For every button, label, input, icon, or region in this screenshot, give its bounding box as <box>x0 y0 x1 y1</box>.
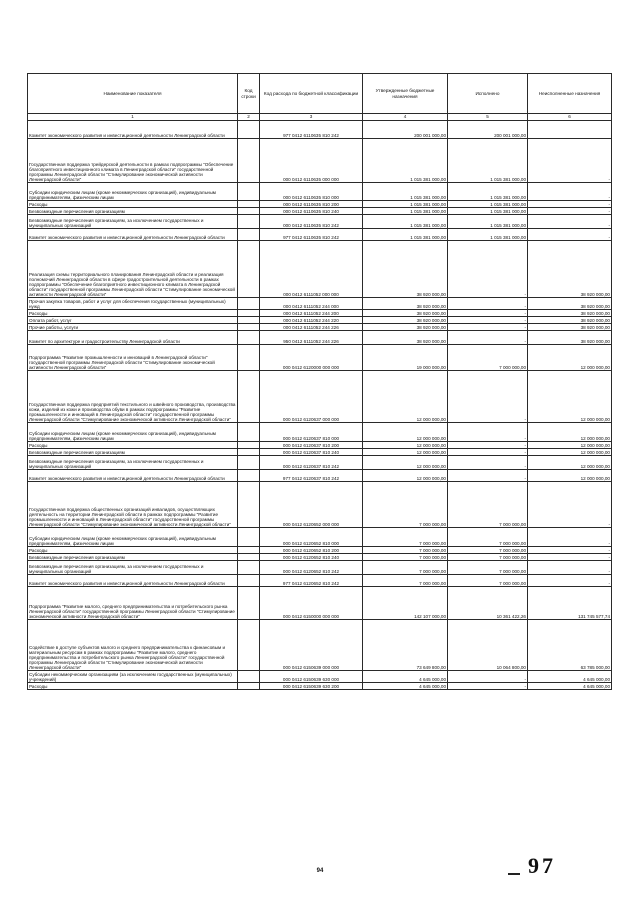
table-row <box>28 201 612 208</box>
row-name: Расходы <box>28 442 238 449</box>
row-budget-code: 977 0412 6120637 810 242 <box>260 470 363 482</box>
row-approved: 38 920 000,00 <box>363 310 448 317</box>
row-unexecuted <box>528 121 612 139</box>
row-line-code <box>238 331 260 345</box>
table-row <box>28 456 612 470</box>
row-approved: 38 920 000,00 <box>363 317 448 324</box>
row-approved: 7 000 000,00 <box>363 528 448 547</box>
row-approved: 1 015 381 000,00 <box>363 229 448 241</box>
row-approved: 12 000 000,00 <box>363 449 448 456</box>
row-budget-code: 000 0412 6120000 000 000 <box>260 345 363 371</box>
row-budget-code: 000 0412 6120637 000 000 <box>260 371 363 423</box>
row-line-code <box>238 317 260 324</box>
row-unexecuted: 4 645 000,00 <box>528 683 612 690</box>
row-budget-code: 000 0412 6110635 810 242 <box>260 215 363 229</box>
row-approved: 38 920 000,00 <box>363 331 448 345</box>
row-executed: 7 000 000,00 <box>448 528 528 547</box>
row-executed: - <box>448 470 528 482</box>
row-line-code <box>238 547 260 554</box>
row-line-code <box>238 139 260 183</box>
row-unexecuted: 38 920 000,00 <box>528 298 612 310</box>
row-approved: 38 920 000,00 <box>363 241 448 298</box>
row-budget-code: 000 0412 6120652 810 242 <box>260 561 363 575</box>
row-name: Субсидии юридическим лицам (кроме некоммерческих организаций), индивидуальным предпринимателям, физическим лицам <box>28 183 238 201</box>
row-budget-code: 000 0412 6120637 810 200 <box>260 442 363 449</box>
row-approved: 4 645 000,00 <box>363 671 448 683</box>
row-executed: 10 361 422,26 <box>448 587 528 620</box>
row-line-code <box>238 201 260 208</box>
row-executed: - <box>448 683 528 690</box>
row-approved: 4 645 000,00 <box>363 683 448 690</box>
row-budget-code: 000 0412 6111052 000 000 <box>260 241 363 298</box>
row-executed: - <box>448 442 528 449</box>
row-line-code <box>238 671 260 683</box>
row-unexecuted: 38 920 000,00 <box>528 310 612 317</box>
row-name: Расходы <box>28 547 238 554</box>
table-row <box>28 547 612 554</box>
row-name: Безвозмездные перечисления организациям <box>28 554 238 561</box>
row-executed: - <box>448 310 528 317</box>
row-approved: 142 107 000,00 <box>363 587 448 620</box>
row-executed: - <box>448 671 528 683</box>
table-row <box>28 324 612 331</box>
row-name: Безвозмездные перечисления организациям, за исключением государственных и муниципальных организаций <box>28 456 238 470</box>
table-row <box>28 482 612 528</box>
row-budget-code: 000 0412 6120652 000 000 <box>260 482 363 528</box>
table-row <box>28 208 612 215</box>
row-unexecuted: 12 000 000,00 <box>528 449 612 456</box>
row-approved: 12 000 000,00 <box>363 442 448 449</box>
row-approved: 73 649 800,00 <box>363 620 448 671</box>
row-line-code <box>238 241 260 298</box>
table-row <box>28 331 612 345</box>
row-budget-code: 950 0412 6111052 244 226 <box>260 331 363 345</box>
header-executed: Исполнено <box>448 74 528 114</box>
row-approved: 7 000 000,00 <box>363 482 448 528</box>
row-line-code <box>238 215 260 229</box>
row-line-code <box>238 442 260 449</box>
row-budget-code: 000 0412 6120652 810 240 <box>260 554 363 561</box>
row-executed: - <box>448 371 528 423</box>
row-unexecuted: - <box>528 547 612 554</box>
row-unexecuted: - <box>528 215 612 229</box>
row-executed: 1 015 381 000,00 <box>448 183 528 201</box>
row-budget-code: 000 0412 6150639 000 000 <box>260 620 363 671</box>
row-name: Расходы <box>28 310 238 317</box>
row-line-code <box>238 310 260 317</box>
row-budget-code: 000 0412 6120652 810 200 <box>260 547 363 554</box>
row-name: Субсидии некоммерческим организациям (за исключением государственных (муниципальных) учреждений) <box>28 671 238 683</box>
row-unexecuted: - <box>528 528 612 547</box>
table-row <box>28 620 612 671</box>
row-approved: 200 001 000,00 <box>363 121 448 139</box>
row-name: Содействие в доступе субъектов малого и среднего предпринимательства к финансовым и материальным ресурсам в рамках подпрограммы "Развитие малого, среднего предпринимательства и потребительского рынка Ленинградской области" государственной программы Ленинградской области "Стимулирование экономической активности Ленинградской области" <box>28 620 238 671</box>
table-row <box>28 317 612 324</box>
row-name: Комитет по архитектуре и градостроительству Ленинградской области <box>28 331 238 345</box>
row-unexecuted: 63 785 000,00 <box>528 620 612 671</box>
row-line-code <box>238 324 260 331</box>
row-unexecuted: 12 000 000,00 <box>528 442 612 449</box>
row-budget-code: 000 0412 6120637 810 000 <box>260 423 363 442</box>
row-line-code <box>238 482 260 528</box>
row-name: Комитет экономического развития и инвестиционной деятельности Ленинградской области <box>28 470 238 482</box>
row-budget-code: 000 0412 6150000 000 000 <box>260 587 363 620</box>
row-line-code <box>238 587 260 620</box>
row-executed: - <box>448 423 528 442</box>
row-executed: - <box>448 331 528 345</box>
row-name: Прочие работы, услуги <box>28 324 238 331</box>
table-row <box>28 241 612 298</box>
table-header-row <box>28 74 612 114</box>
row-line-code <box>238 298 260 310</box>
row-line-code <box>238 345 260 371</box>
row-name: Подпрограмма "Развитие промышленности и инноваций в Ленинградской области" государственной программы Ленинградской области "Стимулирование экономической активности Ленинградской области" <box>28 345 238 371</box>
header-unexecuted: Неисполненные назначения <box>528 74 612 114</box>
row-executed: 1 015 381 000,00 <box>448 208 528 215</box>
row-executed: 1 015 381 000,00 <box>448 215 528 229</box>
row-line-code <box>238 620 260 671</box>
page-number: 94 <box>316 868 324 874</box>
row-approved: 38 920 000,00 <box>363 324 448 331</box>
row-budget-code: 000 0412 6110635 810 000 <box>260 183 363 201</box>
row-executed: 10 064 800,00 <box>448 620 528 671</box>
row-executed: 7 000 000,00 <box>448 547 528 554</box>
row-unexecuted: - <box>528 229 612 241</box>
row-name: Государственная поддержка общественных организаций инвалидов, осуществляющих деятельность на территории Ленинградской области в рамках подпрограммы "Развитие промышленности и инноваций в Ленинградской области" государственной программы Ленинградской области "Стимулирование экономической активности Ленинградской области" <box>28 482 238 528</box>
row-approved: 7 000 000,00 <box>363 547 448 554</box>
row-unexecuted: 12 000 000,00 <box>528 345 612 371</box>
row-unexecuted: 38 920 000,00 <box>528 241 612 298</box>
budget-execution-table <box>27 73 612 690</box>
row-approved: 12 000 000,00 <box>363 371 448 423</box>
row-unexecuted: - <box>528 208 612 215</box>
table-row <box>28 671 612 683</box>
row-unexecuted: - <box>528 561 612 575</box>
row-executed: - <box>448 449 528 456</box>
row-line-code <box>238 423 260 442</box>
row-budget-code: 977 0412 6120652 810 242 <box>260 575 363 587</box>
row-approved: 19 000 000,00 <box>363 345 448 371</box>
row-name: Реализация схемы территориального планирования Ленинградской области и реализация полномочий Ленинградской области в сфере градостроительной деятельности в рамках подпрограммы "Обеспечение благоприятного инвестиционного климата в Ленинградской области" государственной программы Ленинградской области "Стимулирование экономической активности Ленинградской области" <box>28 241 238 298</box>
row-executed: - <box>448 298 528 310</box>
row-executed: 7 000 000,00 <box>448 554 528 561</box>
row-name: Государственная поддержка трейдерской деятельности в рамках подпрограммы "Обеспечение благоприятного инвестиционного климата в Ленинградской области" государственной программы Ленинградской области "Стимулирование экономической активности Ленинградской области" <box>28 139 238 183</box>
row-unexecuted: - <box>528 201 612 208</box>
row-name: Комитет экономического развития и инвестиционной деятельности Ленинградской области <box>28 575 238 587</box>
table-row <box>28 442 612 449</box>
table-row <box>28 470 612 482</box>
row-unexecuted: 12 000 000,00 <box>528 371 612 423</box>
table-row <box>28 587 612 620</box>
row-unexecuted: - <box>528 482 612 528</box>
row-unexecuted: 38 920 000,00 <box>528 317 612 324</box>
row-name: Субсидии юридическим лицам (кроме некоммерческих организаций), индивидуальным предпринимателям, физическим лицам <box>28 423 238 442</box>
row-name: Подпрограмма "Развитие малого, среднего предпринимательства и потребительского рынка Ленинградской области" государственной программы Ленинградской области "Стимулирование экономической активности Ленинградской области" <box>28 587 238 620</box>
row-line-code <box>238 456 260 470</box>
table-row <box>28 449 612 456</box>
header-approved: Утвержденные бюджетные назначения <box>363 74 448 114</box>
table-row <box>28 528 612 547</box>
table-row <box>28 229 612 241</box>
row-approved: 1 015 381 000,00 <box>363 208 448 215</box>
row-approved: 38 920 000,00 <box>363 298 448 310</box>
row-budget-code: 977 0412 6110635 810 242 <box>260 229 363 241</box>
table-row <box>28 183 612 201</box>
row-unexecuted: - <box>528 139 612 183</box>
row-approved: 12 000 000,00 <box>363 423 448 442</box>
row-name: Оплата работ, услуг <box>28 317 238 324</box>
table-row <box>28 575 612 587</box>
row-name: Безвозмездные перечисления организациям, за исключением государственных и муниципальных организаций <box>28 561 238 575</box>
row-line-code <box>238 554 260 561</box>
col-number-3: 3 <box>260 114 363 121</box>
row-name: Расходы <box>28 683 238 690</box>
row-line-code <box>238 575 260 587</box>
row-line-code <box>238 371 260 423</box>
row-line-code <box>238 449 260 456</box>
row-approved: 7 000 000,00 <box>363 561 448 575</box>
row-name: Субсидии юридическим лицам (кроме некоммерческих организаций), индивидуальным предпринимателям, физическим лицам <box>28 528 238 547</box>
row-budget-code: 000 0412 6120637 810 240 <box>260 449 363 456</box>
row-unexecuted: 38 920 000,00 <box>528 324 612 331</box>
row-approved: 7 000 000,00 <box>363 575 448 587</box>
row-executed: 1 015 381 000,00 <box>448 229 528 241</box>
table-row <box>28 371 612 423</box>
header-indicator-name: Наименование показателя <box>28 74 238 114</box>
row-unexecuted: 38 920 000,00 <box>528 331 612 345</box>
row-budget-code: 977 0412 6110635 810 242 <box>260 121 363 139</box>
row-approved: 12 000 000,00 <box>363 470 448 482</box>
row-unexecuted: 12 000 000,00 <box>528 456 612 470</box>
stamp-dash <box>508 873 520 875</box>
header-line-code: Код строки <box>238 74 260 114</box>
column-number-row <box>28 114 612 121</box>
row-budget-code: 000 0412 6120637 810 242 <box>260 456 363 470</box>
table-row <box>28 298 612 310</box>
col-number-6: 6 <box>528 114 612 121</box>
row-executed: - <box>448 456 528 470</box>
row-line-code <box>238 208 260 215</box>
row-line-code <box>238 528 260 547</box>
row-approved: 1 015 381 000,00 <box>363 183 448 201</box>
col-number-2: 2 <box>238 114 260 121</box>
table-row <box>28 310 612 317</box>
row-line-code <box>238 229 260 241</box>
row-line-code <box>238 183 260 201</box>
row-line-code <box>238 561 260 575</box>
row-budget-code: 000 0412 6111052 244 200 <box>260 310 363 317</box>
row-name: Безвозмездные перечисления организациям <box>28 208 238 215</box>
row-unexecuted: 12 000 000,00 <box>528 423 612 442</box>
row-budget-code: 000 0412 6150639 630 200 <box>260 683 363 690</box>
row-unexecuted: 4 645 000,00 <box>528 671 612 683</box>
row-approved: 12 000 000,00 <box>363 456 448 470</box>
table-row <box>28 139 612 183</box>
row-executed: 7 000 000,00 <box>448 482 528 528</box>
row-budget-code: 000 0412 6110635 000 000 <box>260 139 363 183</box>
table-row <box>28 215 612 229</box>
row-budget-code: 000 0412 6150639 630 000 <box>260 671 363 683</box>
row-budget-code: 000 0412 6111052 244 226 <box>260 324 363 331</box>
row-name: Безвозмездные перечисления организациям <box>28 449 238 456</box>
row-line-code <box>238 683 260 690</box>
row-line-code <box>238 121 260 139</box>
row-executed: - <box>448 317 528 324</box>
row-unexecuted: - <box>528 183 612 201</box>
row-approved: 1 015 381 000,00 <box>363 201 448 208</box>
row-name: Государственная поддержка предприятий текстильного и швейного производства, производства кожи, изделий из кожи и производства обуви в рамках подпрограммы "Развитие промышленности и инноваций в Ленинградской области" государственной программы Ленинградской области "Стимулирование экономической активности Ленинградской области" <box>28 371 238 423</box>
row-budget-code: 000 0412 6110635 810 200 <box>260 201 363 208</box>
row-budget-code: 000 0412 6120652 810 000 <box>260 528 363 547</box>
row-approved: 1 015 381 000,00 <box>363 215 448 229</box>
col-number-5: 5 <box>448 114 528 121</box>
row-executed: 200 001 000,00 <box>448 121 528 139</box>
row-unexecuted: - <box>528 554 612 561</box>
row-name: Безвозмездные перечисления организациям, за исключением государственных и муниципальных организаций <box>28 215 238 229</box>
table-row <box>28 345 612 371</box>
row-approved: 7 000 000,00 <box>363 554 448 561</box>
table-row <box>28 561 612 575</box>
row-executed: 7 000 000,00 <box>448 561 528 575</box>
row-line-code <box>238 470 260 482</box>
row-executed: 7 000 000,00 <box>448 345 528 371</box>
row-unexecuted: - <box>528 575 612 587</box>
table-row <box>28 121 612 139</box>
table-row <box>28 554 612 561</box>
row-executed: - <box>448 241 528 298</box>
row-name: Расходы <box>28 201 238 208</box>
table-row <box>28 683 612 690</box>
row-executed: 1 015 381 000,00 <box>448 201 528 208</box>
row-executed: 1 015 381 000,00 <box>448 139 528 183</box>
row-executed: - <box>448 324 528 331</box>
row-unexecuted: 131 745 577,74 <box>528 587 612 620</box>
col-number-1: 1 <box>28 114 238 121</box>
row-approved: 1 015 381 000,00 <box>363 139 448 183</box>
row-budget-code: 000 0412 6110635 810 240 <box>260 208 363 215</box>
row-name: Комитет экономического развития и инвестиционной деятельности Ленинградской области <box>28 121 238 139</box>
table-row <box>28 423 612 442</box>
row-unexecuted: 12 000 000,00 <box>528 470 612 482</box>
row-name: Комитет экономического развития и инвестиционной деятельности Ленинградской области <box>28 229 238 241</box>
header-budget-code: Код расхода по бюджетной классификации <box>260 74 363 114</box>
handwritten-page-stamp: 97 <box>528 853 556 878</box>
row-budget-code: 000 0412 6111052 244 000 <box>260 298 363 310</box>
col-number-4: 4 <box>363 114 448 121</box>
row-budget-code: 000 0412 6111052 244 220 <box>260 317 363 324</box>
row-name: Прочая закупка товаров, работ и услуг для обеспечения государственных (муниципальных) нужд <box>28 298 238 310</box>
row-executed: 7 000 000,00 <box>448 575 528 587</box>
